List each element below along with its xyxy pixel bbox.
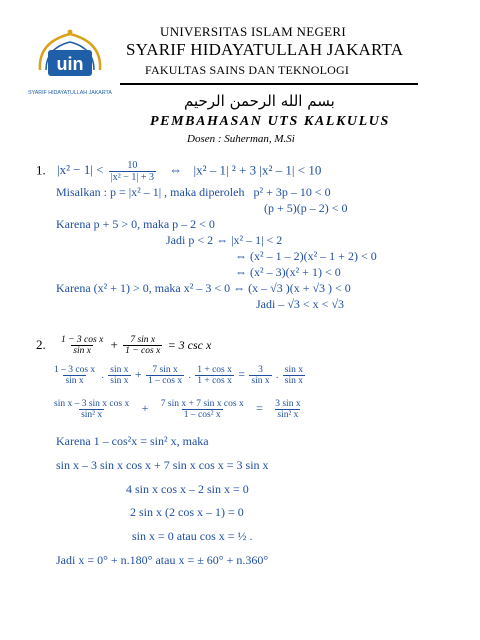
p1-jadi-2: Jadi – √3 < x < √3 [256,297,345,311]
lecturer-line [187,133,295,145]
p1-q-iff: ⇔ [169,162,183,178]
p2-l2-frac-d [195,365,234,387]
p2-jadi: Jadi x = 0° + n.180° atau x = ± 60° + n.360° [56,553,269,567]
p2-l2-a-num: 1 – 3 cos x [54,365,96,375]
university-logo [26,20,114,98]
university-line-2: SYARIF HIDAYATULLAH JAKARTA [126,40,404,59]
p1-q-left: |x² − 1| < [57,162,104,178]
p2-eq-4: sin x = 0 atau cos x = ½ . [132,529,253,543]
p1-q-den: |x² − 1| + 3 [110,172,155,183]
problem-2-number: 2. [36,336,46,352]
p2-l2-frac-e [249,365,271,387]
p2-l2-f-num: sin x [284,365,303,375]
p2-q-frac-1 [59,335,105,357]
problem-1-number: 1. [36,162,46,178]
p2-l2-e-num: 3 [258,365,263,375]
p1-q-right: |x² – 1| ² + 3 |x² – 1| < 10 [193,162,322,178]
p2-l2-c-den: 1 – cos x [148,376,183,387]
p2-l3-c-num: 3 sin x [275,399,301,409]
p2-l2-f-den: sin x [284,376,303,387]
p2-q-den-1: sin x [73,346,91,357]
p2-eq-1: sin x – 3 sin x cos x + 7 sin x cos x = 3 sin x [56,458,269,472]
basmala: بسم الله الرحمن الرحيم [184,92,335,110]
p1-misalkan [56,185,331,200]
p2-l2-frac-b [108,365,130,387]
p1-karena-1: Karena p + 5 > 0, maka p – 2 < 0 [56,217,215,231]
p2-l2-frac-c [146,365,184,387]
p2-l2-a-den: sin x [65,376,84,387]
p2-l2-b-den: sin x [110,376,129,387]
dosen-label: Dosen : [187,133,222,145]
p2-l3-frac-b [159,399,246,421]
p2-eq-2: 4 sin x cos x – 2 sin x = 0 [126,482,249,496]
p2-q-rhs: = 3 csc x [167,337,212,352]
logo-text: uin [56,54,84,74]
p2-karena: Karena 1 – cos²x = sin² x, maka [56,434,209,448]
university-line-1: UNIVERSITAS ISLAM NEGERI [160,24,346,39]
p2-q-num-1: 1 − 3 cos x [61,335,104,345]
p2-l2-frac-a [52,365,97,387]
p2-l3-frac-a [52,399,131,421]
p1-q-fraction [109,160,156,183]
faculty-name: FAKULTAS SAINS DAN TEKNOLOGI [145,63,350,77]
p2-l2-c-num: 7 sin x [152,365,178,375]
p2-q-den-2: 1 − cos x [125,346,161,357]
uin-logo-icon [26,20,114,98]
p2-line-3: $\frac{\text{sin x – 3 sin x cos x}}{\text{sin² x}}$ + $\frac{\text{7 sin x + 7 sin x cos x}}{\text{1 – cos² x}}$ = $\frac{\text{3 sin x}}{\text{sin² x}}$ [54,399,301,421]
p1-step-3: ⇔ (x² – 3)(x² + 1) < 0 [235,265,341,279]
p2-line-2: $\frac{\text{1 – 3 cos x}}{\text{sin x}}$ . $\frac{\text{sin x}}{\text{sin x}}$ + $\frac{\text{7 sin x}}{\text{1 – cos x}}$ . $\frac{\text{1 + cos x}}{\text{1 + cos x}}$ = $\frac{3}{\text{sin x}}$ . $\frac{\text{sin x}}{\text{sin x}}$ [54,365,303,387]
problem-1-question [36,160,321,183]
problem-2-question: 2. $\frac{\text{1 − 3 cos x}}{\text{sin x}}$ + $\frac{\text{7 sin x}}{\text{1 − cos x}}$ = 3 csc x [36,335,212,357]
p2-l3-b-num: 7 sin x + 7 sin x cos x [160,399,244,409]
dosen-name: Suherman, M.Si [224,133,295,145]
document-title: PEMBAHASAN UTS KALKULUS [150,114,390,129]
p1-misalkan-a: Misalkan : p = |x² – 1| , maka diperoleh [56,185,245,199]
p2-l3-c-den: sin² x [277,410,299,421]
p1-karena-2: Karena (x² + 1) > 0, maka x² – 3 < 0 ⇔ (x – √3 )(x + √3 ) < 0 [56,281,351,295]
p1-misalkan-b: p² + 3p – 10 < 0 [253,185,331,199]
p1-jadi-1: Jadi p < 2 ⇔ |x² – 1| < 2 [166,233,283,247]
p1-q-num: 10 [127,160,138,171]
logo-caption: SYARIF HIDAYATULLAH JAKARTA [28,90,112,96]
p2-l3-frac-c [273,399,302,421]
p2-l3-a-den: sin² x [81,410,103,421]
p2-q-frac-2 [123,335,162,357]
p2-l2-d-den: 1 + cos x [197,376,232,387]
p2-l3-b-den: 1 – cos² x [183,410,221,421]
p2-l2-e-den: sin x [251,376,270,387]
p2-q-num-2: 7 sin x [130,335,156,345]
p1-factored: (p + 5)(p – 2) < 0 [264,201,348,215]
p2-l3-a-num: sin x – 3 sin x cos x [54,399,130,409]
header-divider [120,83,418,85]
p2-l2-d-num: 1 + cos x [197,365,232,375]
p1-step-2: ⇔ (x² – 1 – 2)(x² – 1 + 2) < 0 [235,249,377,263]
p2-l2-frac-f [283,365,305,387]
p2-eq-3: 2 sin x (2 cos x – 1) = 0 [130,505,244,519]
p2-l2-b-num: sin x [110,365,129,375]
